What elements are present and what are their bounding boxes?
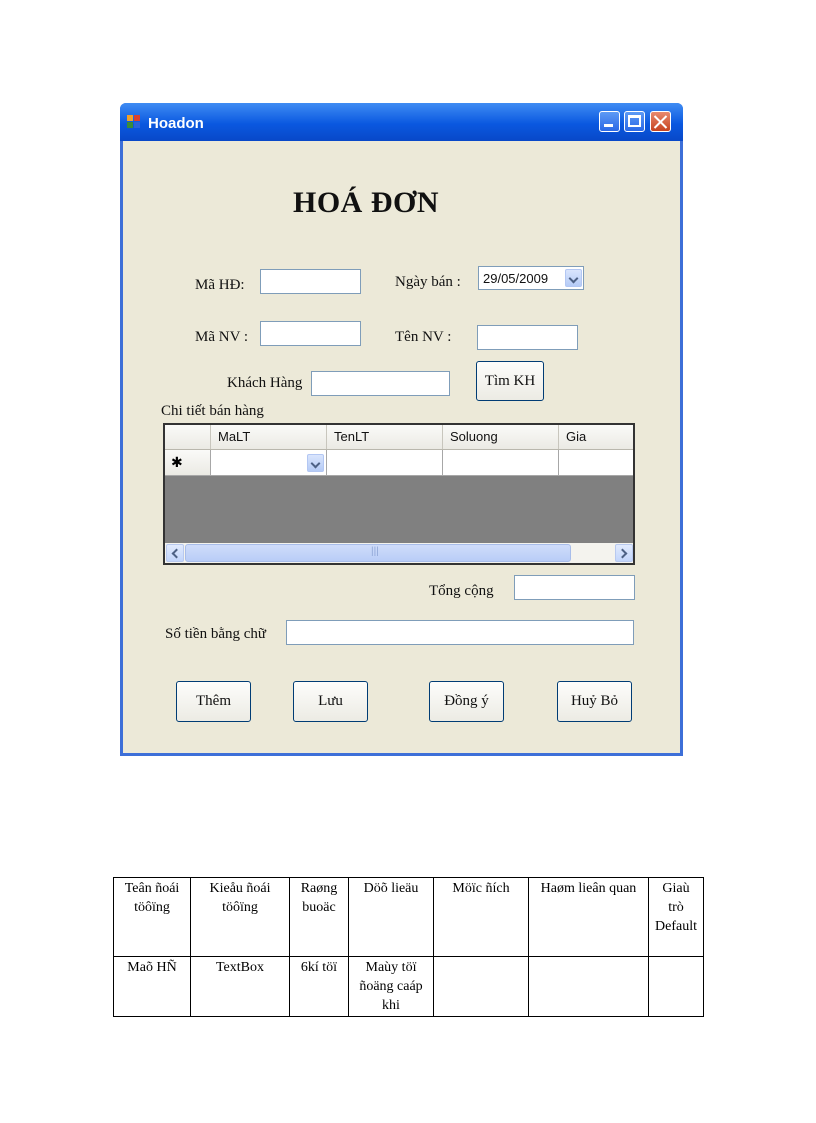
table-cell: Maùy töï ñoäng caáp khi xyxy=(349,957,434,1017)
tenlt-cell[interactable] xyxy=(327,450,443,476)
column-header-malt[interactable]: MaLT xyxy=(211,425,327,449)
table-cell: 6kí töï xyxy=(290,957,349,1017)
horizontal-scrollbar[interactable] xyxy=(165,543,635,563)
table-cell: TextBox xyxy=(191,957,290,1017)
luu-button[interactable]: Lưu xyxy=(293,681,368,722)
them-button[interactable]: Thêm xyxy=(176,681,251,722)
table-header-cell: Haøm lieân quan xyxy=(529,878,649,957)
gia-cell[interactable] xyxy=(559,450,635,476)
chi-tiet-grid[interactable] xyxy=(163,423,635,565)
ten-nv-input[interactable] xyxy=(477,325,578,350)
table-cell xyxy=(649,957,704,1017)
grid-header xyxy=(165,425,635,450)
so-tien-input[interactable] xyxy=(286,620,634,645)
grid-new-row[interactable] xyxy=(165,450,635,476)
app-icon xyxy=(127,115,141,129)
ngay-ban-label: Ngày bán : xyxy=(395,274,461,290)
khach-hang-label: Khách Hàng xyxy=(227,375,303,391)
table-cell: Maõ HÑ xyxy=(114,957,191,1017)
ma-nv-input[interactable] xyxy=(260,321,361,346)
hoadon-window xyxy=(120,103,683,756)
table-header-cell: Teân ñoái töôïng xyxy=(114,878,191,957)
tong-cong-input[interactable] xyxy=(514,575,635,600)
column-header-gia[interactable]: Gia xyxy=(566,429,587,444)
tim-kh-button[interactable]: Tìm KH xyxy=(476,361,544,401)
table-header-row xyxy=(114,878,704,957)
ten-nv-label: Tên NV : xyxy=(395,329,452,345)
new-row-marker: ✱ xyxy=(165,450,211,476)
minimize-icon[interactable] xyxy=(599,111,620,132)
table-header-cell: Raøng buoäc xyxy=(290,878,349,957)
scroll-right-icon[interactable] xyxy=(615,544,633,562)
title-bar[interactable] xyxy=(120,103,683,141)
table-cell xyxy=(529,957,649,1017)
so-tien-label: Số tiền bằng chữ xyxy=(165,626,267,642)
ngay-ban-datepicker[interactable] xyxy=(478,266,584,290)
ma-nv-label: Mã NV : xyxy=(195,329,249,345)
dong-y-button[interactable]: Đồng ý xyxy=(429,681,504,722)
scroll-left-icon[interactable] xyxy=(166,544,184,562)
table-header-cell: Giaù trò Default xyxy=(649,878,704,957)
huy-bo-button[interactable]: Huỷ Bỏ xyxy=(557,681,632,722)
object-spec-table xyxy=(113,877,704,1017)
soluong-cell[interactable] xyxy=(443,450,559,476)
table-header-cell: Möïc ñích xyxy=(434,878,529,957)
close-icon[interactable] xyxy=(650,111,671,132)
ma-hd-input[interactable] xyxy=(260,269,361,294)
ngay-ban-value: 29/05/2009 xyxy=(483,271,549,286)
tong-cong-label: Tổng cộng xyxy=(429,583,494,599)
malt-combobox-cell[interactable] xyxy=(211,450,327,476)
column-header-soluong[interactable]: Soluong xyxy=(443,425,559,449)
ma-hd-label: Mã HĐ: xyxy=(195,277,245,293)
chi-tiet-label: Chi tiết bán hàng xyxy=(161,403,264,419)
table-row xyxy=(114,957,704,1017)
chevron-down-icon[interactable] xyxy=(565,269,582,287)
window-title: Hoadon xyxy=(148,115,204,132)
table-header-cell: Kieåu ñoái töôïng xyxy=(191,878,290,957)
table-header-cell: Döõ lieäu xyxy=(349,878,434,957)
form-heading: HOÁ ĐƠN xyxy=(293,186,439,219)
chevron-down-icon[interactable] xyxy=(307,454,324,472)
scroll-thumb[interactable]: ||| xyxy=(185,544,571,562)
khach-hang-input[interactable] xyxy=(311,371,450,396)
grid-corner xyxy=(165,425,211,449)
column-header-tenlt[interactable]: TenLT xyxy=(327,425,443,449)
table-cell xyxy=(434,957,529,1017)
form-client-area xyxy=(123,141,680,753)
maximize-icon[interactable] xyxy=(624,111,645,132)
